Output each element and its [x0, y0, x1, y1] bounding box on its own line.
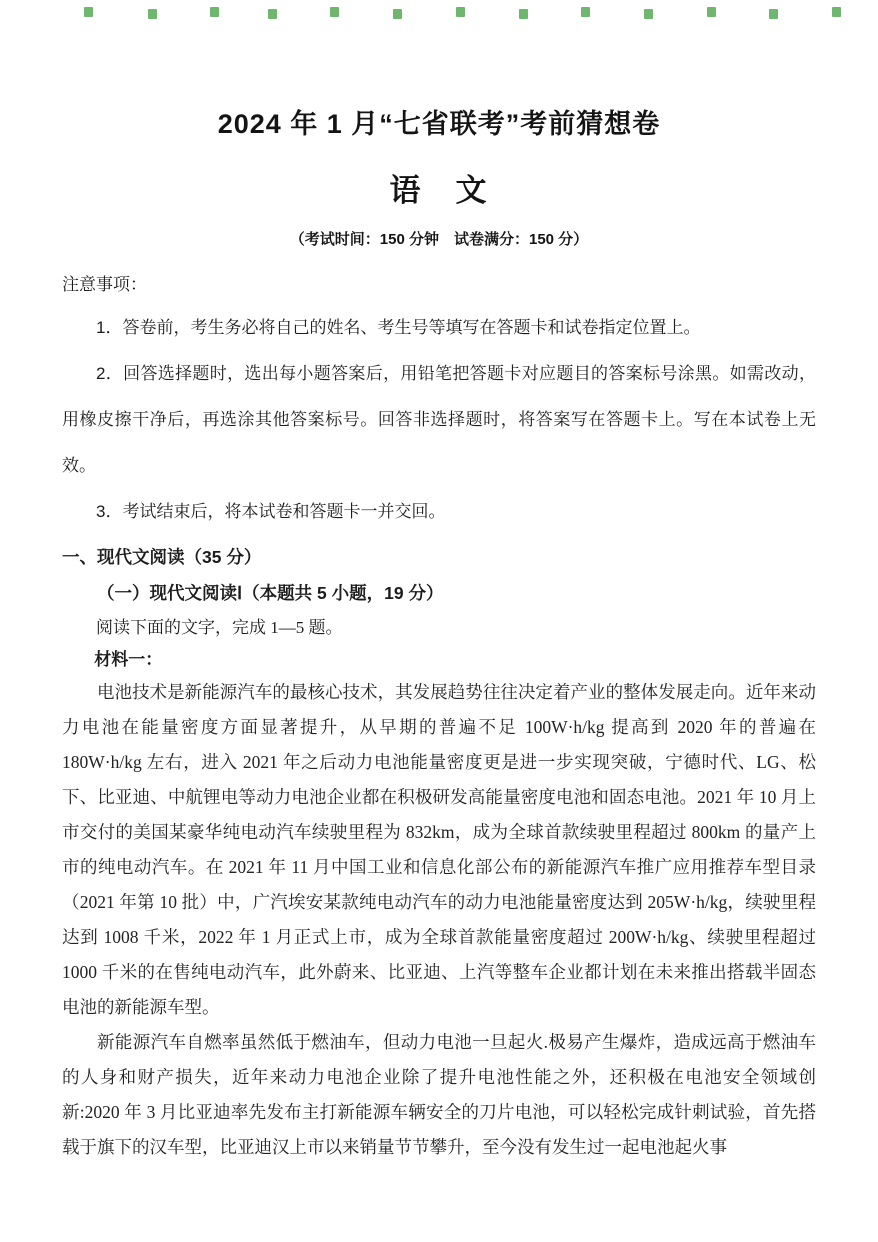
notice-item-3: 3．考试结束后，将本试卷和答题卡一并交回。 [96, 502, 446, 521]
notice-item-1: 1．答卷前，考生务必将自己的姓名、考生号等填写在答题卡和试卷指定位置上。 [96, 318, 701, 337]
notice-item-2: 2．回答选择题时，选出每小题答案后，用铅笔把答题卡对应题目的答案标号涂黑。如需改动，用橡皮擦干净后，再选涂其他答案标号。回答非选择题时，将答案写在答题卡上。写在本试卷上无效。 [62, 364, 816, 475]
reading-instruction: 阅读下面的文字，完成 1—5 题。 [96, 618, 343, 637]
passage [62, 675, 816, 1165]
watermark-speck [832, 7, 841, 17]
paper-header [62, 0, 816, 249]
material-label: 材料一： [94, 650, 163, 669]
section-subheading: （一）现代文阅读Ⅰ（本题共 5 小题，19 分） [97, 583, 444, 603]
section-heading: 一、现代文阅读（35 分） [62, 547, 262, 567]
passage-paragraph-2: 新能源汽车自燃率虽然低于燃油车，但动力电池一旦起火.极易产生爆炸，造成远高于燃油车的人身和财产损失，近年来动力电池企业除了提升电池性能之外，还积极在电池安全领域创新:2020 年 3 月比亚迪率先发布主打新能源车辆安全的刀片电池，可以轻松完成针刺试验，首先搭载于旗下的汉车型，比亚迪汉上市以来销量节节攀升，至今没有发生过一起电池起火事 [62, 1032, 816, 1157]
passage-paragraph-1: 电池技术是新能源汽车的最核心技术，其发展趋势往往决定着产业的整体发展走向。近年来动力电池在能量密度方面显著提升，从早期的普遍不足 100W·h/kg 提高到 2020 年的普遍在 180W·h/kg 左右，进入 2021 年之后动力电池能量密度更是进一步实现突破，宁德时代、LG、松下、比亚迪、中航锂电等动力电池企业都在积极研发高能量密度电池和固态电池。2021 年 10 月上市交付的美国某豪华纯电动汽车续驶里程为 832km，成为全球首款续驶里程超过 800km 的量产上市的纯电动汽车。在 2021 年 11 月中国工业和信息化部公布的新能源汽车推广应用推荐车型目录（2021 年第 10 批）中，广汽埃安某款纯电动汽车的动力电池能量密度达到 205W·h/kg，续驶里程达到 1008 千米，2022 年 1 月正式上市，成为全球首款能量密度超过 200W·h/kg、续驶里程超过 1000 千米的在售纯电动汽车，此外蔚来、比亚迪、上汽等整车企业都计划在未来推出搭载半固态电池的新能源车型。 [62, 682, 816, 1017]
reading-section [62, 539, 816, 1165]
paper-title: 2024 年 1 月“七省联考”考前猜想卷 [217, 109, 661, 139]
notices-section [62, 265, 816, 535]
subject-title: 语 文 [389, 173, 489, 208]
exam-info: （考试时间：150 分钟 试卷满分：150 分） [289, 231, 589, 248]
notices-heading: 注意事项： [62, 275, 147, 294]
